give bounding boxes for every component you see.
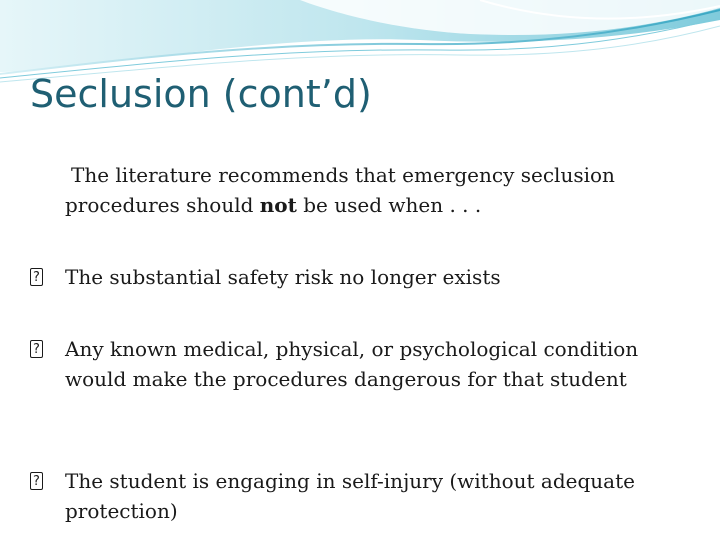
intro-text-after: be used when . . . (296, 193, 482, 217)
intro-emphasis: not (259, 193, 297, 217)
bullet-text: Any known medical, physical, or psychological condition would make the procedures dangerous for that student (65, 337, 639, 391)
bullet-marker-icon (30, 334, 65, 366)
slide-title: Seclusion (cont’d) (30, 72, 372, 116)
bullet-text: The substantial safety risk no longer exists (65, 265, 501, 289)
bullet-item (30, 334, 690, 394)
intro-text-before: The literature recommends that emergency seclusion procedures should (65, 163, 615, 217)
bullet-marker-icon (30, 466, 65, 498)
bullet-text: The student is engaging in self-injury (without adequate protection) (65, 469, 635, 523)
bullet-item (30, 262, 690, 292)
intro-paragraph (65, 160, 685, 220)
bullet-item (30, 466, 690, 526)
bullet-marker-icon (30, 262, 65, 294)
